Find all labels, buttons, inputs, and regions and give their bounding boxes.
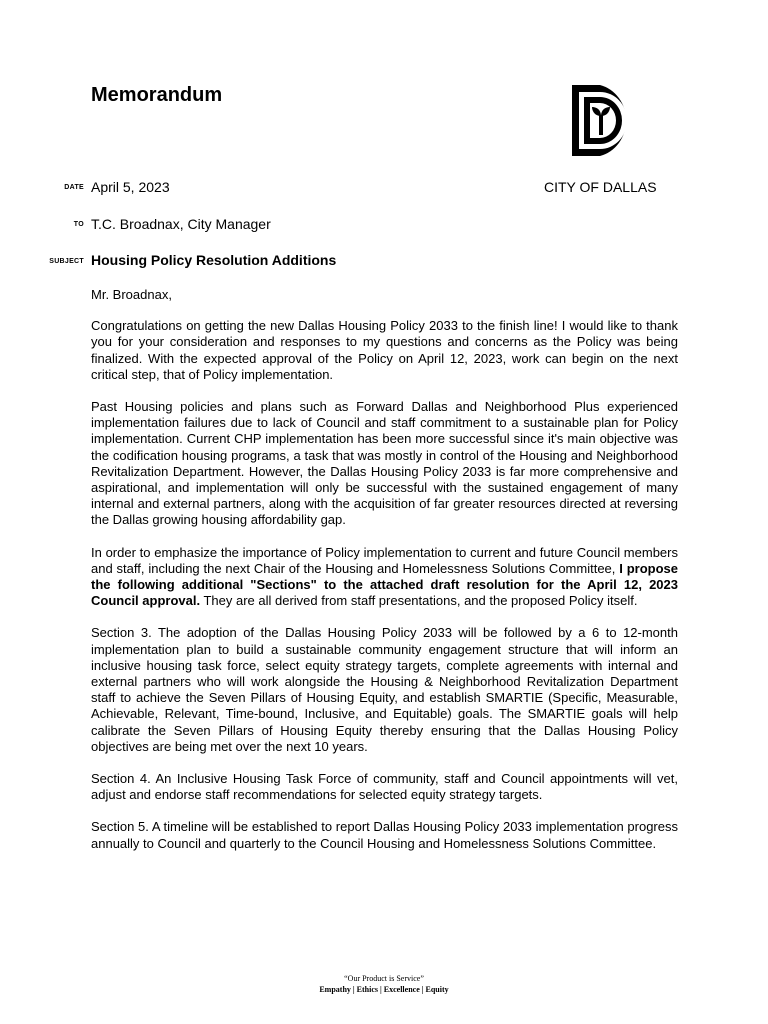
memo-date: April 5, 2023 bbox=[91, 179, 170, 195]
paragraph-3 bbox=[91, 545, 678, 610]
paragraph-3-proposal: I propose the following additional "Sections" to the attached draft resolution for the April 12, 2023 Council approval. bbox=[91, 560, 678, 609]
footer bbox=[0, 973, 768, 995]
paragraph-2: Past Housing policies and plans such as Forward Dallas and Neighborhood Plus experienced implementation failures due to lack of Council and staff commitment to a sustainable plan for Policy implementation. Current CHP implementation has been more successful since it's main objective was the codification housing programs, a task that was mostly in control of the Housing and Neighborhood Revitalization Department. However, the Dallas Housing Policy 2033 is far more comprehensive and aspirational, and implementation will only be successful with the sustained engagement of many internal and external partners, along with the acquisition of far greater resources directed at reversing the Dallas growing housing affordability gap. bbox=[91, 399, 678, 528]
org-name: CITY OF DALLAS bbox=[544, 179, 657, 195]
memo-title: Memorandum bbox=[91, 84, 223, 106]
date-label: DATE bbox=[64, 184, 84, 191]
section-4: Section 4. An Inclusive Housing Task Force of community, staff and Council appointments will vet, adjust and endorse staff recommendations for selected equity strategy targets. bbox=[91, 771, 678, 803]
paragraph-3-start: In order to emphasize the importance of Policy implementation to current and future Council members and staff, including the next Chair of the Housing and Homelessness Solutions Committee, bbox=[91, 544, 678, 576]
subject-label: SUBJECT bbox=[49, 258, 84, 265]
memo-recipient: T.C. Broadnax, City Manager bbox=[91, 216, 271, 232]
section-5: Section 5. A timeline will be established to report Dallas Housing Policy 2033 implementation progress annually to Council and quarterly to the Council Housing and Homelessness Solutions Committee. bbox=[91, 819, 678, 851]
salutation: Mr. Broadnax, bbox=[91, 287, 172, 302]
paragraph-3-end: They are all derived from staff presentations, and the proposed Policy itself. bbox=[200, 593, 638, 609]
city-of-dallas-logo-icon bbox=[570, 83, 638, 158]
memo-subject: Housing Policy Resolution Additions bbox=[91, 252, 337, 268]
to-label: TO bbox=[73, 221, 84, 228]
memo-body bbox=[91, 287, 678, 868]
section-3: Section 3. The adoption of the Dallas Housing Policy 2033 will be followed by a 6 to 12-month implementation plan to build a sustainable community engagement structure that will inform an inclusive housing task force, select equity strategy targets, complete agreements with internal and external partners who will work alongside the Housing & Neighborhood Revitalization Department staff to achieve the Seven Pillars of Housing Equity, and establish SMARTIE (Specific, Measurable, Achievable, Relevant, Time-bound, Inclusive, and Equitable) goals. The SMARTIE goals will help calibrate the Seven Pillars of Housing Equity thereby ensuring that the Dallas Housing Policy objectives are being met over the next 10 years. bbox=[91, 625, 678, 754]
paragraph-1: Congratulations on getting the new Dallas Housing Policy 2033 to the finish line! I would like to thank you for your consideration and responses to my questions and concerns as the Policy was being finalized. With the expected approval of the Policy on April 12, 2023, work can begin on the next critical step, that of Policy implementation. bbox=[91, 318, 678, 382]
footer-values: Empathy | Ethics | Excellence | Equity bbox=[319, 985, 449, 994]
footer-motto: “Our Product is Service” bbox=[344, 974, 424, 983]
